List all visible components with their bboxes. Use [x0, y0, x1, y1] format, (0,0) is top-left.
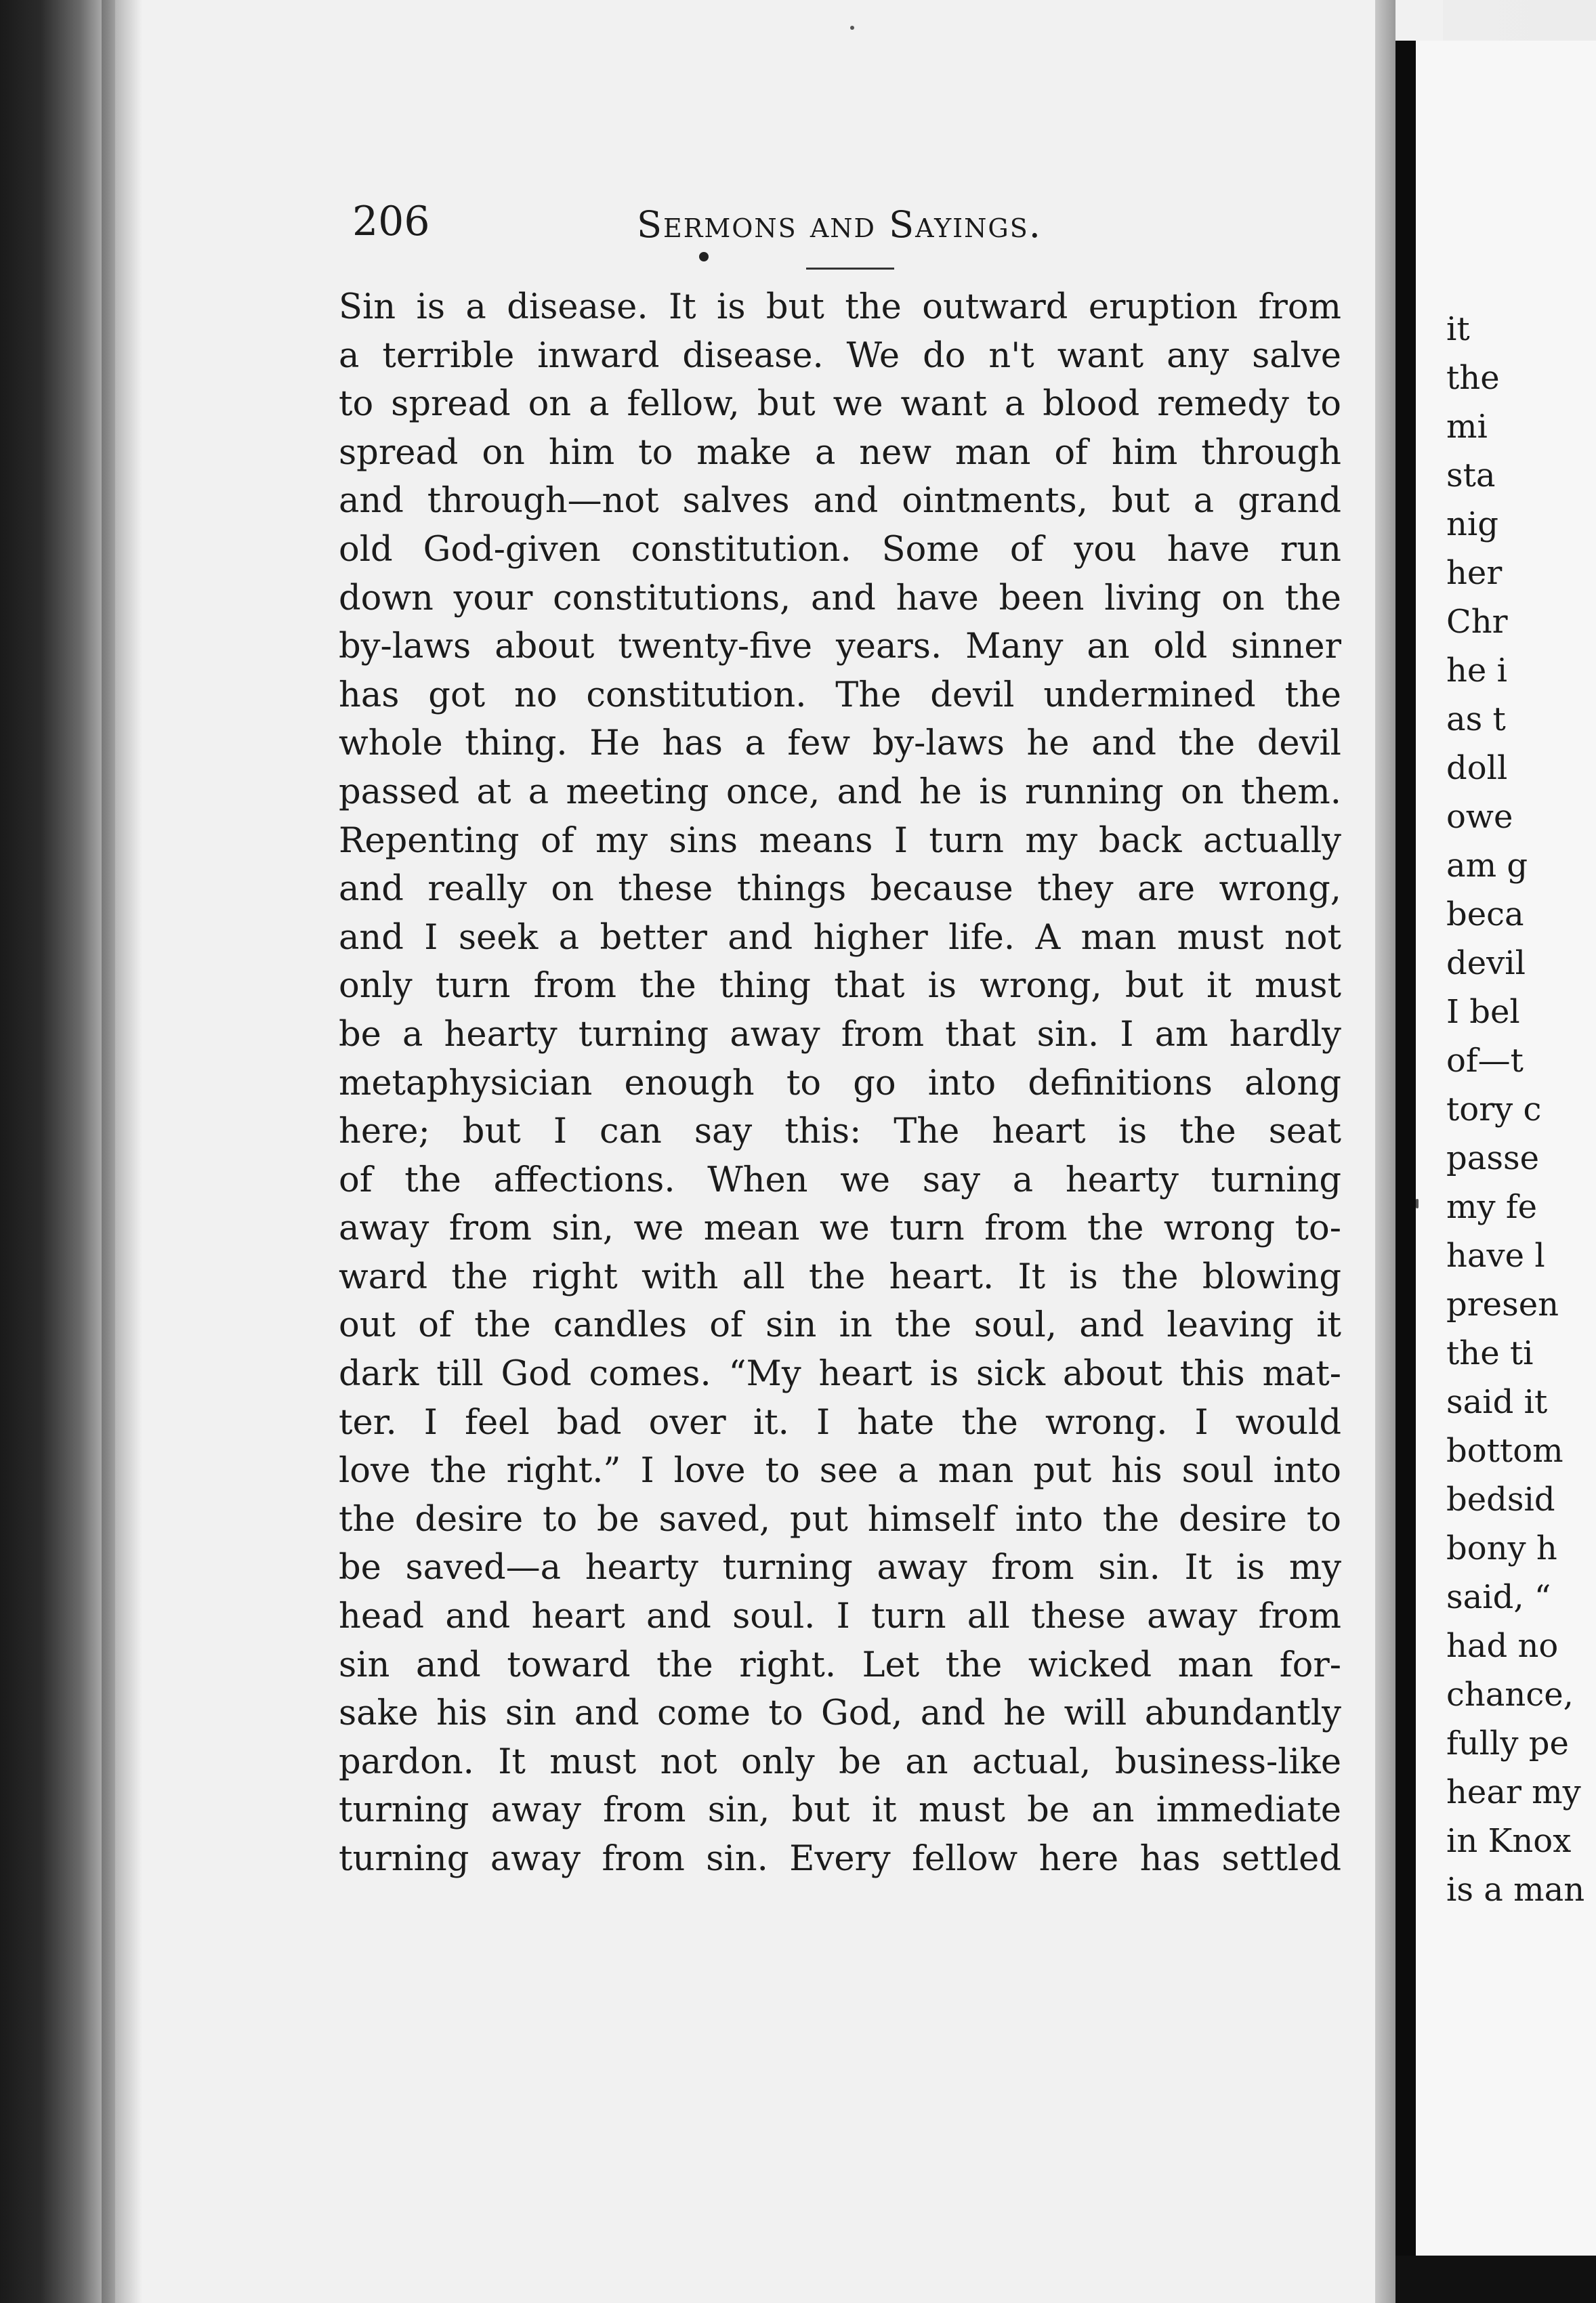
text-line: by-laws about twenty-five years. Many an old sinner [339, 627, 1341, 667]
left-page-shadow [102, 0, 142, 2303]
facing-page-line: doll [1446, 749, 1508, 787]
facing-page-bottom-edge [1395, 2256, 1596, 2303]
text-line: old God-given constitution. Some of you have run [339, 529, 1341, 570]
facing-page-line: the [1446, 359, 1500, 397]
facing-page-line: presen [1446, 1286, 1559, 1324]
text-line: and really on these things because they are wrong, [339, 869, 1341, 910]
facing-page-line: have l [1446, 1237, 1545, 1275]
body-text [339, 283, 1341, 1884]
text-line: turning away from sin. Every fellow here has settled [339, 1839, 1341, 1879]
text-line: passed at a meeting once, and he is running on them. [339, 772, 1341, 812]
running-title: Sermons and Sayings. [637, 203, 1042, 246]
facing-page-line: devil [1446, 944, 1526, 982]
header-dot [699, 252, 709, 261]
left-binding-edge [0, 0, 115, 2303]
text-line: metaphysician enough to go into definitions along [339, 1063, 1341, 1103]
text-line: ter. I feel bad over it. I hate the wrong. I would [339, 1402, 1341, 1443]
facing-page-line: am g [1446, 847, 1528, 885]
facing-page-line: bedsid [1446, 1481, 1555, 1519]
text-line: has got no constitution. The devil undermined the [339, 675, 1341, 715]
center-binding [1395, 41, 1416, 2303]
text-line: be a hearty turning away from that sin. I am hardly [339, 1014, 1341, 1055]
text-line: out of the candles of sin in the soul, and leaving it [339, 1305, 1341, 1346]
facing-page-line: tory c [1446, 1091, 1542, 1128]
text-line: sin and toward the right. Let the wicked man for- [339, 1645, 1341, 1685]
facing-page-line: fully pe [1446, 1725, 1569, 1762]
facing-page-line: my fe [1446, 1188, 1538, 1226]
text-line: down your constitutions, and have been living on the [339, 578, 1341, 618]
facing-page-line: sta [1446, 457, 1496, 494]
facing-page-line: passe [1446, 1139, 1540, 1177]
text-line: of the affections. When we say a hearty turning [339, 1160, 1341, 1200]
facing-page-line: hear my [1446, 1773, 1581, 1811]
text-line: head and heart and soul. I turn all these away from [339, 1597, 1341, 1637]
facing-page-line: beca [1446, 895, 1524, 933]
page-gutter [1375, 0, 1395, 2303]
text-line: love the right.” I love to see a man put his soul into [339, 1451, 1341, 1492]
facing-page-line: mi [1446, 408, 1488, 446]
facing-page-line: is a man [1446, 1871, 1585, 1909]
facing-page-line: bony h [1446, 1529, 1557, 1567]
text-line: ward the right with all the heart. It is the blowing [339, 1256, 1341, 1297]
text-line: spread on him to make a new man of him through [339, 432, 1341, 473]
page-number: 206 [352, 198, 430, 245]
facing-page-text [1446, 305, 1596, 1914]
facing-page-line: the ti [1446, 1334, 1534, 1372]
facing-page-line: her [1446, 554, 1503, 592]
facing-page-line: I bel [1446, 993, 1520, 1031]
header-rule [806, 268, 894, 270]
facing-page-line: he i [1446, 652, 1507, 690]
facing-page-line: said it [1446, 1383, 1548, 1421]
text-line: away from sin, we mean we turn from the wrong to- [339, 1208, 1341, 1249]
text-line: only turn from the thing that is wrong, but it must [339, 966, 1341, 1007]
text-line: Repenting of my sins means I turn my back actually [339, 820, 1341, 861]
text-line: turning away from sin, but it must be an immediate [339, 1790, 1341, 1831]
text-line: whole thing. He has a few by-laws he and the devil [339, 723, 1341, 764]
text-line: and I seek a better and higher life. A man must not [339, 917, 1341, 958]
text-line: be saved—a hearty turning away from sin. It is my [339, 1548, 1341, 1588]
facing-page-line: said, “ [1446, 1578, 1551, 1616]
facing-page-line: of—t [1446, 1042, 1524, 1080]
facing-page-line: chance, [1446, 1676, 1574, 1714]
text-line: sake his sin and come to God, and he will abundantly [339, 1693, 1341, 1734]
facing-page-line: as t [1446, 700, 1506, 738]
text-line: the desire to be saved, put himself into the desire to [339, 1499, 1341, 1540]
text-line: a terrible inward disease. We do n't want any salve [339, 335, 1341, 376]
text-line: dark till God comes. “My heart is sick about this mat- [339, 1354, 1341, 1395]
facing-page-line: bottom [1446, 1432, 1563, 1470]
facing-page-line: in Knox [1446, 1822, 1572, 1860]
text-line: pardon. It must not only be an actual, business-like [339, 1741, 1341, 1782]
facing-page-line: Chr [1446, 603, 1508, 641]
text-line: Sin is a disease. It is but the outward eruption from [339, 287, 1341, 327]
facing-page-line: nig [1446, 505, 1498, 543]
facing-page-line: it [1446, 310, 1470, 348]
text-line: here; but I can say this: The heart is the seat [339, 1112, 1341, 1152]
scan-speck [850, 26, 854, 30]
text-line: to spread on a fellow, but we want a blood remedy to [339, 384, 1341, 425]
text-line: and through—not salves and ointments, but a grand [339, 481, 1341, 522]
scan-speck [1416, 1199, 1419, 1208]
facing-page-line: owe [1446, 798, 1513, 836]
facing-page-line: had no [1446, 1627, 1559, 1665]
